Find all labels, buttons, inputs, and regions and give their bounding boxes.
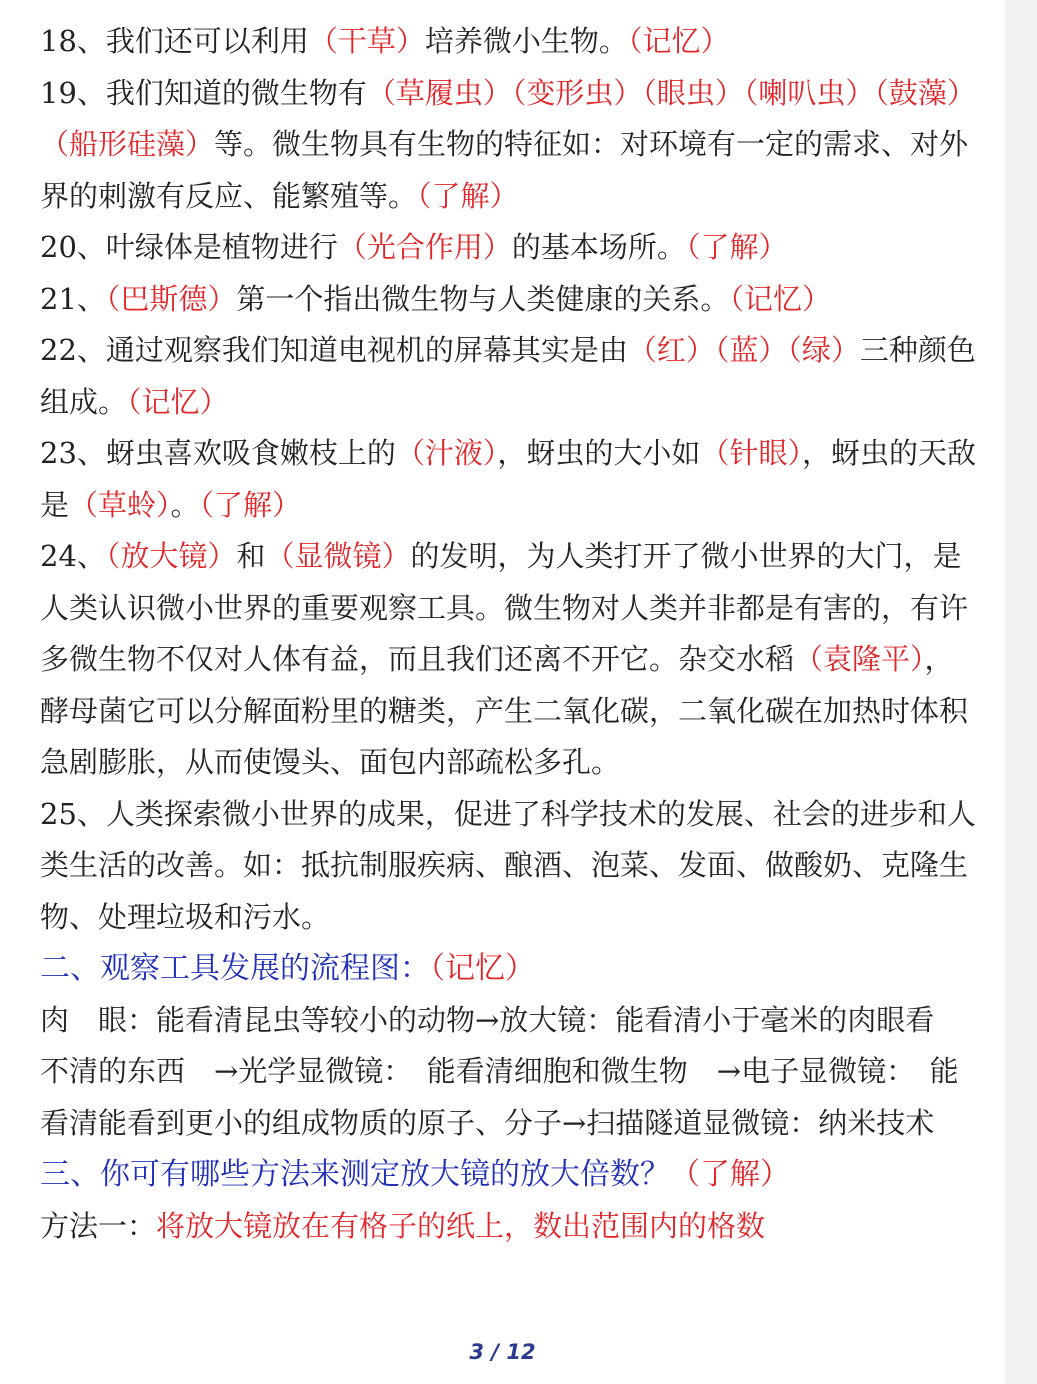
text-line xyxy=(40,892,975,944)
text-line xyxy=(40,686,975,738)
body-text: 第一个指出微生物与人类健康的关系。 xyxy=(236,281,730,316)
body-text: ，蚜虫的大小如 xyxy=(497,436,701,470)
document-content xyxy=(40,16,975,1252)
answer-text: （记忆） xyxy=(430,951,535,986)
heading-text: 二、观察工具发展的流程图： xyxy=(40,951,430,986)
body-text: 肉 眼：能看清昆虫等较小的动物→放大镜：能看清小于毫米的肉眼看 xyxy=(40,1002,935,1037)
text-line xyxy=(40,119,975,171)
answer-text: （了解） xyxy=(199,487,302,522)
body-text: 20、叶绿体是植物进行 xyxy=(40,230,338,264)
text-line xyxy=(40,16,975,68)
answer-text: （汁液） xyxy=(395,436,498,470)
text-line xyxy=(40,840,975,892)
body-text: 酵母菌它可以分解面粉里的糖类，产生二氧化碳，二氧化碳在加热时体积 xyxy=(40,693,969,728)
body-text: 18、我们还可以利用 xyxy=(40,24,309,58)
body-text: 。 xyxy=(170,487,200,522)
body-text: 21、 xyxy=(40,281,106,316)
text-line xyxy=(40,428,975,480)
text-line xyxy=(40,274,975,326)
body-text: 组成。 xyxy=(40,384,128,419)
body-text: 22、通过观察我们知道电视机的屏幕其实是由 xyxy=(40,333,628,367)
body-text: 24、 xyxy=(40,539,106,573)
body-text: 培养微小生物。 xyxy=(424,24,628,58)
body-text: 界的刺激有反应、能繁殖等。 xyxy=(40,178,418,213)
text-line xyxy=(40,1098,975,1150)
body-text: 25、人类探索微小世界的成果，促进了科学技术的发展、社会的进步和人 xyxy=(40,796,976,831)
body-text: 的基本场所。 xyxy=(511,230,686,264)
answer-text: （针眼） xyxy=(700,436,802,470)
body-text: 多微生物不仅对人体有益，而且我们还离不开它。杂交水稻 xyxy=(40,642,795,676)
answer-text: （红）（蓝）（绿） xyxy=(627,333,860,367)
body-text: 等。微生物具有生物的特征如：对环境有一定的需求、对外 xyxy=(214,127,969,161)
answer-text: 将放大镜放在有格子的纸上，数出范围内的格数 xyxy=(156,1208,766,1243)
text-line xyxy=(40,737,975,789)
body-text: 急剧膨胀，从而使馒头、面包内部疏松多孔。 xyxy=(40,745,621,779)
text-line xyxy=(40,377,975,429)
answer-text: （记忆） xyxy=(127,384,229,419)
answer-text: （了解） xyxy=(417,178,519,213)
text-line xyxy=(40,789,975,841)
body-text: 物、处理垃圾和污水。 xyxy=(40,899,331,934)
text-line xyxy=(40,480,975,532)
answer-text: （船形硅藻） xyxy=(40,127,215,161)
body-text: 和 xyxy=(236,539,266,573)
text-line xyxy=(40,1046,975,1098)
body-text: 类生活的改善。如：抵抗制服疾病、酿酒、泡菜、发面、做酸奶、克隆生 xyxy=(40,848,969,882)
answer-text: （草蛉） xyxy=(69,487,171,522)
answer-text: （光合作用） xyxy=(337,230,512,264)
answer-text: （记忆） xyxy=(729,281,831,316)
text-line xyxy=(40,583,975,635)
body-text: 19、我们知道的微生物有 xyxy=(40,75,367,110)
text-line xyxy=(40,1201,975,1253)
body-text: ，蚜虫的天敌 xyxy=(801,436,976,470)
text-line xyxy=(40,995,975,1047)
text-line xyxy=(40,634,975,686)
scrollbar-track[interactable] xyxy=(1005,0,1037,1384)
body-text: 人类认识微小世界的重要观察工具。微生物对人类并非都是有害的，有许 xyxy=(40,590,969,625)
text-line xyxy=(40,222,975,274)
text-line xyxy=(40,68,975,120)
body-text: 方法一： xyxy=(40,1208,157,1243)
answer-text: （巴斯德） xyxy=(105,281,237,316)
body-text: ， xyxy=(924,642,954,676)
text-line xyxy=(40,325,975,377)
body-text: 是 xyxy=(40,487,70,522)
answer-text: （显微镜） xyxy=(265,539,411,573)
body-text: 不清的东西 →光学显微镜： 能看清细胞和微生物 →电子显微镜： 能 xyxy=(40,1054,959,1088)
section-heading xyxy=(40,943,975,995)
answer-text: （袁隆平） xyxy=(794,642,925,676)
page-indicator: 3 / 12 xyxy=(469,1340,536,1364)
text-line xyxy=(40,171,975,223)
answer-text: （干草） xyxy=(308,24,425,58)
answer-text: （了解） xyxy=(685,230,788,264)
body-text: 看清能看到更小的组成物质的原子、分子→扫描隧道显微镜：纳米技术 xyxy=(40,1105,935,1140)
answer-text: （放大镜） xyxy=(105,539,237,573)
body-text: 的发明，为人类打开了微小世界的大门，是 xyxy=(410,539,962,573)
answer-text: （记忆） xyxy=(627,24,730,58)
answer-text: （了解） xyxy=(670,1157,790,1192)
text-line xyxy=(40,531,975,583)
body-text: 23、蚜虫喜欢吸食嫩枝上的 xyxy=(40,436,396,470)
answer-text: （草履虫）（变形虫）（眼虫）（喇叭虫）（鼓藻） xyxy=(366,75,976,110)
body-text: 三种颜色 xyxy=(859,333,976,367)
section-heading xyxy=(40,1149,975,1201)
heading-text: 三、你可有哪些方法来测定放大镜的放大倍数？ xyxy=(40,1157,670,1192)
